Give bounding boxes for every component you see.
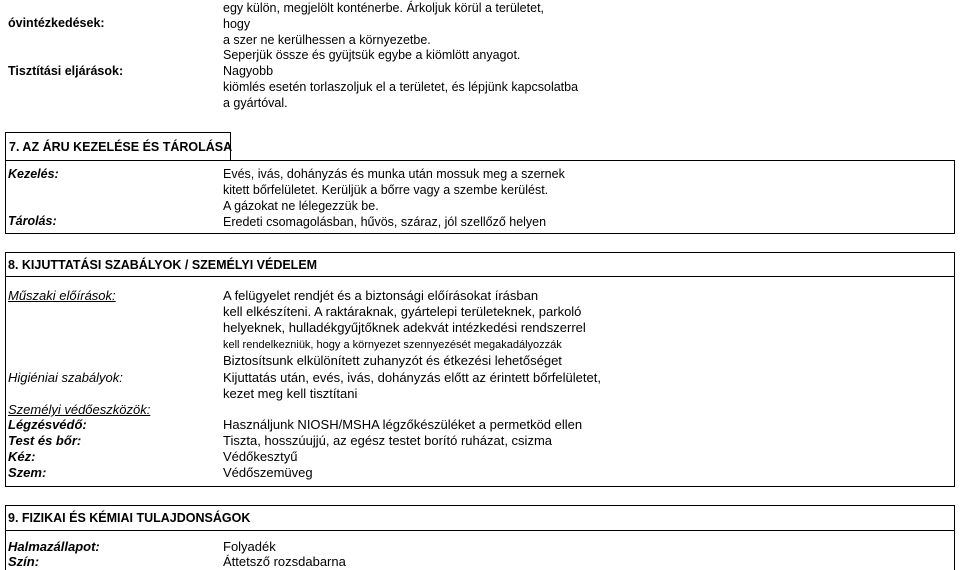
s7-line-4: Eredeti csomagolásban, hűvös, száraz, jól szellőző helyen [223,215,547,229]
label-tisztitasi-eljarasok: Tisztítási eljárások: [8,64,124,78]
label-higieniai-szabalyok: Higiéniai szabályok: [8,370,123,385]
section-8-title: 8. KIJUTTATÁSI SZABÁLYOK / SZEMÉLYI VÉDELEM [8,258,318,272]
label-szemelyi-vedoeszkozok: Személyi védőeszközök: [8,402,151,417]
s8-line-1: A felügyelet rendjét és a biztonsági előírásokat írásban [223,288,539,303]
s8-line-10: Védőkesztyű [223,449,298,464]
s7-line-3: A gázokat ne lélegezzük be. [223,199,379,213]
s8-line-5: Biztosítsunk elkülönített zuhanyzót és étkezési lehetőséget [223,353,562,368]
top-line-3: a szer ne kerülhessen a környezetbe. [223,33,431,47]
value-halmazallapot: Folyadék [223,539,276,554]
s8-line-6: Kijuttatás után, evés, ivás, dohányzás előtt az érintett bőrfelületet, [223,370,601,385]
label-kez: Kéz: [8,449,36,464]
top-line-6: kiömlés esetén torlaszoljuk el a területet, és lépjünk kapcsolatba [223,80,579,94]
label-muszaki-eloirasok: Műszaki előírások: [8,288,116,303]
s7-line-1: Evés, ivás, dohányzás és munka után mossuk meg a szernek [223,167,565,181]
top-line-4: Seperjük össze és gyüjtsük egybe a kiömlött anyagot. [223,48,521,62]
s8-line-8: Használjunk NIOSH/MSHA légzőkészüléket a permetköd ellen [223,417,583,432]
s8-line-2: kell elkészíteni. A raktáraknak, gyártelepi területeknek, parkoló [223,304,582,319]
s8-line-7: kezet meg kell tisztítani [223,386,358,401]
section-9-divider [5,530,955,531]
s8-line-3: helyeknek, hulladékgyűjtőknek adekvát intézkedési rendszerrel [223,320,586,335]
label-halmazallapot: Halmazállapot: [8,539,100,554]
top-line-5: Nagyobb [223,64,274,78]
s8-line-11: Védőszemüveg [223,465,313,480]
label-kezeles: Kezelés: [8,167,59,181]
label-tarolas: Tárolás: [8,214,57,228]
value-szin: Áttetsző rozsdabarna [223,554,346,569]
label-szin: Szín: [8,554,40,569]
label-legzesvedo: Légzésvédő: [8,417,87,432]
section-9-title: 9. FIZIKAI ÉS KÉMIAI TULAJDONSÁGOK [8,511,251,525]
section-7-title: 7. AZ ÁRU KEZELÉSE ÉS TÁROLÁSA [9,140,233,154]
s7-line-2: kitett bőrfelületet. Kerüljük a bőrre vagy a szembe kerülést. [223,183,549,197]
section-8-divider [5,276,955,277]
top-line-1: egy külön, megjelölt konténerbe. Árkoljuk körül a területet, [223,1,545,15]
top-line-2: hogy [223,17,251,31]
label-ovintezkedesek: óvintézkedések: [8,16,105,30]
s8-line-9: Tiszta, hosszúujjú, az egész testet borító ruházat, csizma [223,433,552,448]
s8-line-4: kell rendelkezniük, hogy a környezet szennyezését megakadályozzák [223,339,562,351]
top-line-7: a gyártóval. [223,96,288,110]
label-szem: Szem: [8,465,47,480]
section-7-title-box [5,132,231,161]
label-test-es-bor: Test és bőr: [8,433,82,448]
